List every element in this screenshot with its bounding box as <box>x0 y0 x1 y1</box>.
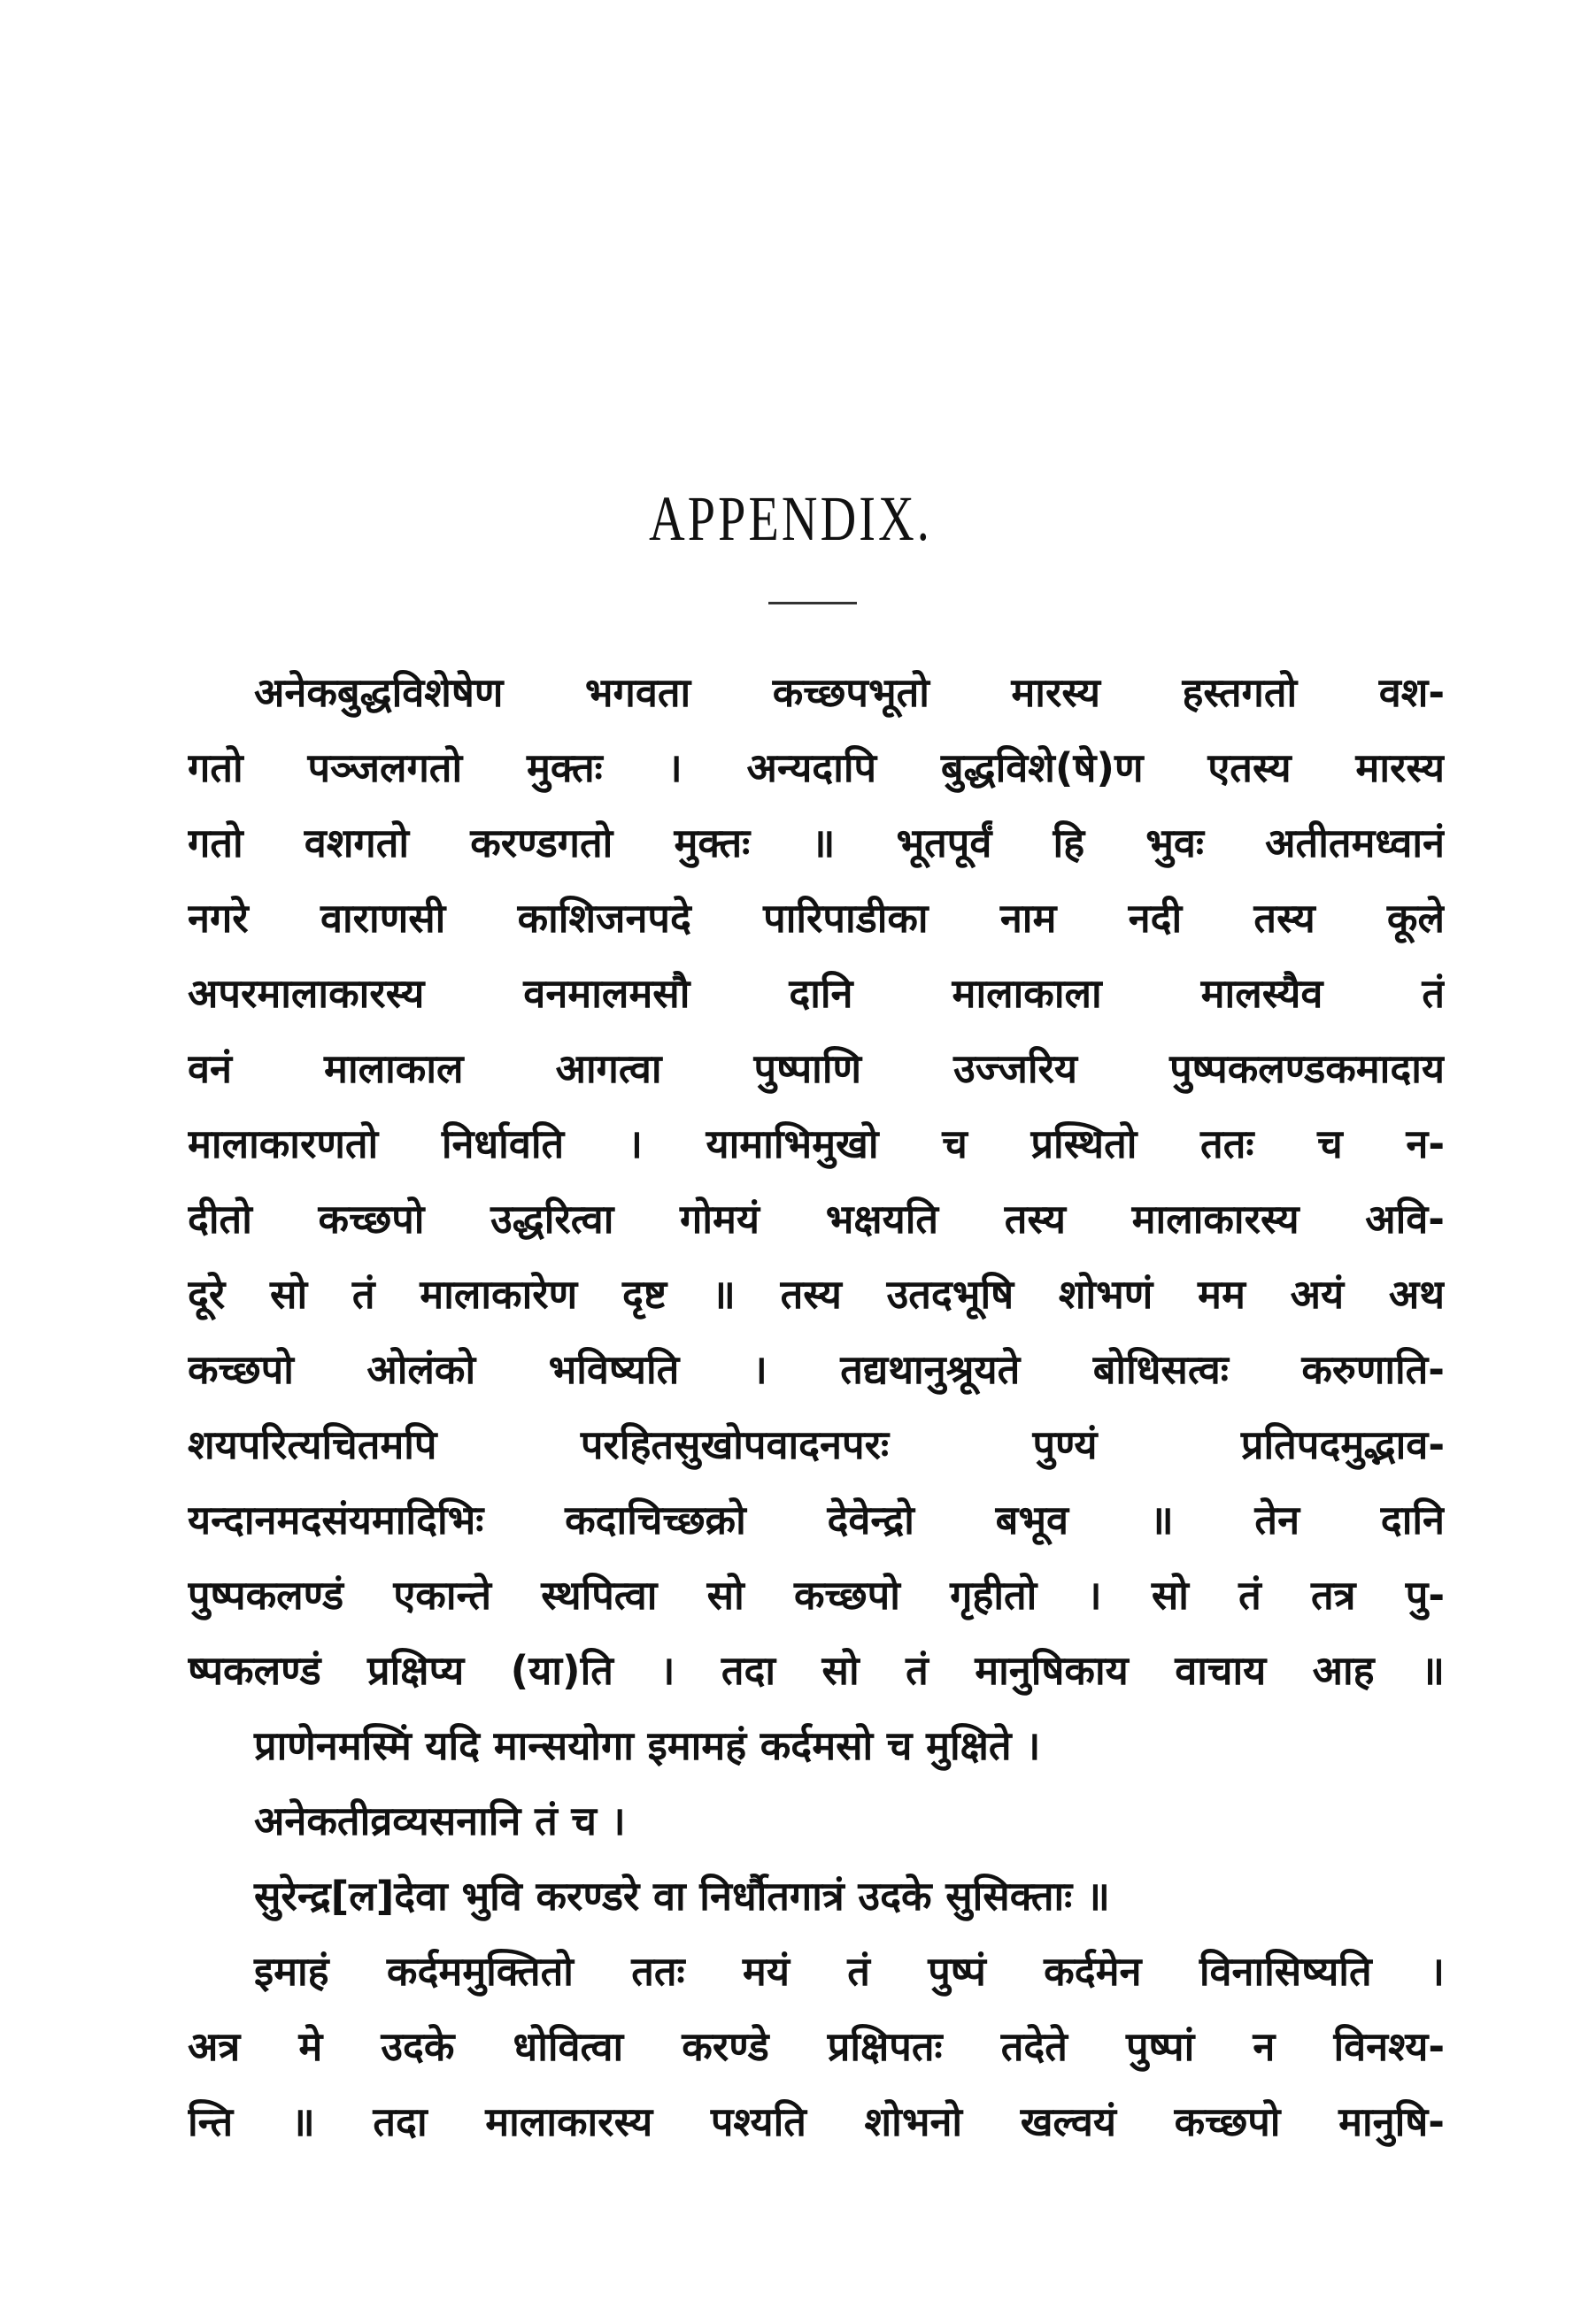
text-line: अनेकबुद्धविशेषेण भगवता कच्छपभूतो मारस्य हस्तगतो वश- <box>254 669 1445 716</box>
text-line: न्ति ॥ तदा मालाकारस्य पश्यति शोभनो खल्वयं कच्छपो मानुषि- <box>188 2098 1445 2145</box>
text-line: इमाहं कर्दममुक्तितो ततः मयं तं पुष्पं कर्दमेन विनासिष्यति । <box>254 1948 1445 1995</box>
text-line: नगरे वाराणसी काशिजनपदे पारिपाडीका नाम नदी तस्य कूले <box>188 895 1445 942</box>
text-line: दूरे सो तं मालाकारेण दृष्ट ॥ तस्य उतदभूषि शोभणं मम अयं अथ <box>188 1271 1445 1318</box>
text-line: मालाकारणतो निर्धावति । यामाभिमुखो च प्रस्थितो ततः च न- <box>188 1120 1445 1167</box>
page-heading: APPENDIX. <box>649 483 932 554</box>
text-line: गतो वशगतो करण्डगतो मुक्तः ॥ भूतपूर्वं हि भुवः अतीतमध्वानं <box>188 820 1445 866</box>
text-line: अत्र मे उदके धोवित्वा करण्डे प्रक्षिपतः तदेते पुष्पां न विनश्य- <box>188 2023 1445 2070</box>
text-line: वनं मालाकाल आगत्वा पुष्पाणि उज्जरिय पुष्पकलण्डकमादाय <box>188 1045 1445 1092</box>
text-line: यन्दानमदसंयमादिभिः कदाचिच्छक्रो देवेन्द्रो बभूव ॥ तेन दानि <box>188 1497 1445 1543</box>
heading-rule <box>768 602 857 604</box>
verse-line: प्राणेनमस्मिं यदि मान्सयोगा इमामहं कर्दमसो च मुक्षिते । <box>254 1722 1041 1769</box>
text-line: ष्पकलण्डं प्रक्षिप्य (या)ति । तदा सो तं मानुषिकाय वाचाय आह ॥ <box>188 1647 1445 1694</box>
text-line: पुष्पकलण्डं एकान्ते स्थपित्वा सो कच्छपो गृहीतो । सो तं तत्र पु- <box>188 1572 1445 1619</box>
verse-line: अनेकतीव्रव्यसनानि तं च । <box>254 1797 626 1844</box>
body-text <box>188 655 1445 2159</box>
text-line: अपरमालाकारस्य वनमालमसौ दानि मालाकाला मालस्यैव तं <box>188 970 1445 1017</box>
text-line: कच्छपो ओलंको भविष्यति । तद्यथानुश्रूयते बोधिसत्वः करुणाति- <box>188 1346 1445 1393</box>
text-line: दीतो कच्छपो उद्धरित्वा गोमयं भक्षयति तस्य मालाकारस्य अवि- <box>188 1196 1445 1243</box>
text-line: गतो पञ्जलगतो मुक्तः । अन्यदापि बुद्धविशे(षे)ण एतस्य मारस्य <box>188 744 1445 791</box>
verse-line: सुरेन्द्र[ल]देवा भुवि करण्डरे वा निर्धौतगात्रं उदके सुसिक्ताः ॥ <box>254 1873 1110 1920</box>
text-line: शयपरित्यचितमपि परहितसुखोपवादनपरः पुण्यं प्रतिपदमुद्भाव- <box>188 1421 1445 1468</box>
